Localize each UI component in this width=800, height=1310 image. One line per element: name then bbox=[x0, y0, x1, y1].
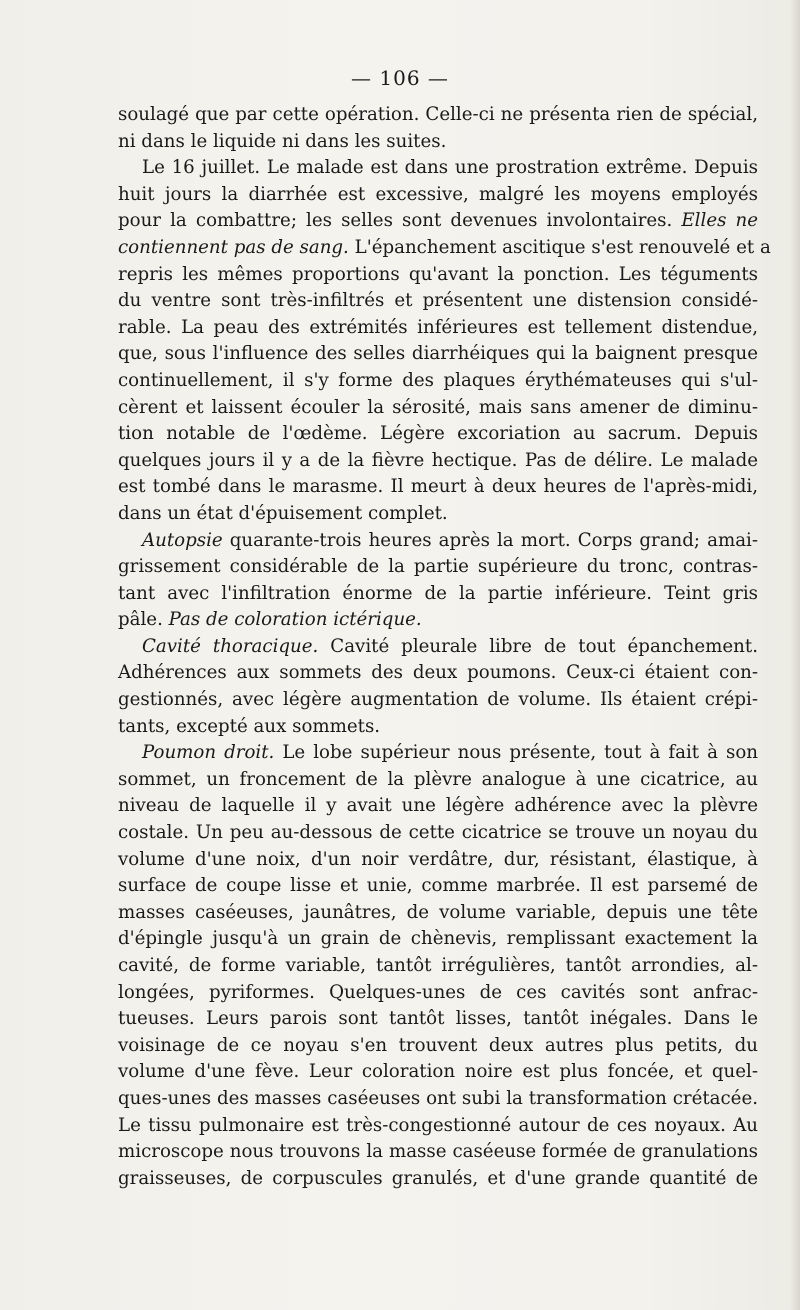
text-segment: niveau de laquelle il y avait une légère adhérence avec la plèvre bbox=[118, 795, 758, 817]
text-line bbox=[118, 395, 758, 422]
text-segment: repris les mêmes proportions qu'avant la ponction. Les téguments bbox=[118, 263, 758, 285]
text-segment: quarante-trois heures après la mort. Corps grand; amai- bbox=[222, 529, 758, 551]
text-segment: cavité, de forme variable, tantôt irrégulières, tantôt arrondies, al- bbox=[118, 955, 758, 976]
text-segment: graisseuses, de corpuscules granulés, et d'une grande quantité de bbox=[118, 1167, 758, 1189]
body-text bbox=[118, 102, 771, 1192]
text-segment: tion notable de l'œdème. Légère excoriation au sacrum. Depuis bbox=[118, 423, 758, 445]
text-segment: pâle. bbox=[118, 609, 169, 631]
text-segment: voisinage de ce noyau s'en trouvent deux autres plus petits, du bbox=[118, 1034, 758, 1056]
text-segment: cèrent et laissent écouler la sérosité, mais sans amener de diminu- bbox=[118, 396, 758, 418]
text-segment: rable. La peau des extrémités inférieures est tellement distendue, bbox=[118, 316, 758, 338]
text-line bbox=[118, 102, 758, 129]
text-line bbox=[118, 1139, 758, 1166]
text-line bbox=[118, 687, 758, 714]
text-line bbox=[118, 847, 758, 874]
text-segment: Le lobe supérieur nous présente, tout à fait à son bbox=[274, 742, 758, 764]
text-segment: masses caséeuses, jaunâtres, de volume variable, depuis une tête bbox=[118, 901, 758, 923]
text-line bbox=[118, 288, 758, 315]
text-segment: grissement considérable de la partie supérieure du tronc, contras- bbox=[118, 556, 758, 578]
text-line bbox=[118, 182, 758, 209]
text-segment: tants, excepté aux sommets. bbox=[118, 715, 381, 737]
text-segment: sommet, un froncement de la plèvre analogue à une cicatrice, au bbox=[118, 768, 758, 790]
text-segment: Le tissu pulmonaire est très-congestionné autour de ces noyaux. Au bbox=[118, 1114, 758, 1136]
text-line bbox=[118, 607, 758, 634]
text-segment: tueuses. Leurs parois sont tantôt lisses, tantôt inégales. Dans le bbox=[118, 1008, 758, 1030]
italic-text: Pas de coloration ictérique. bbox=[168, 609, 422, 631]
text-line bbox=[118, 368, 758, 395]
text-segment: que, sous l'influence des selles diarrhéiques qui la baignent presque bbox=[118, 343, 758, 365]
italic-text: contiennent pas de sang. bbox=[118, 236, 349, 258]
text-segment: continuellement, il s'y forme des plaques érythémateuses qui s'ul- bbox=[118, 369, 758, 391]
italic-text: Cavité thoracique. bbox=[142, 635, 319, 657]
text-line bbox=[118, 714, 758, 741]
text-segment: costale. Un peu au-dessous de cette cicatrice se trouve un noyau du bbox=[118, 822, 758, 844]
text-line bbox=[118, 129, 758, 156]
text-line bbox=[118, 767, 758, 794]
text-segment: du ventre sont très-infiltrés et présentent une distension considé- bbox=[118, 290, 758, 312]
text-segment: huit jours la diarrhée est excessive, malgré les moyens employés bbox=[118, 183, 758, 205]
text-line bbox=[118, 235, 771, 262]
text-segment: Cavité pleurale libre de tout épanchement. bbox=[318, 635, 758, 657]
text-segment: d'épingle jusqu'à un grain de chènevis, remplissant exactement la bbox=[118, 928, 758, 950]
text-segment: tant avec l'infiltration énorme de la partie inférieure. Teint gris bbox=[118, 582, 758, 604]
text-line bbox=[118, 820, 758, 847]
text-segment: soulagé que par cette opération. Celle-ci ne présenta rien de spécial, bbox=[118, 104, 758, 125]
text-line bbox=[118, 900, 758, 927]
text-line bbox=[118, 660, 758, 687]
text-segment: ques-unes des masses caséeuses ont subi la transformation crétacée. bbox=[118, 1087, 758, 1109]
text-line bbox=[118, 448, 758, 475]
text-line bbox=[118, 1006, 758, 1033]
text-segment: quelques jours il y a de la fièvre hectique. Pas de délire. Le malade bbox=[118, 449, 758, 471]
text-segment: pour la combattre; les selles sont devenues involontaires. bbox=[118, 210, 682, 232]
text-segment: volume d'une noix, d'un noir verdâtre, dur, résistant, élastique, à bbox=[118, 848, 758, 870]
text-segment: gestionnés, avec légère augmentation de volume. Ils étaient crépi- bbox=[118, 689, 758, 711]
text-segment: L'épanchement ascitique s'est renouvelé et a bbox=[348, 236, 771, 258]
text-line bbox=[118, 155, 758, 182]
text-line bbox=[118, 740, 758, 767]
text-line bbox=[118, 208, 758, 235]
text-line bbox=[118, 341, 758, 368]
text-line bbox=[118, 1166, 758, 1193]
text-segment: microscope nous trouvons la masse caséeuse formée de granulations bbox=[118, 1141, 758, 1163]
text-line bbox=[118, 1086, 758, 1113]
page-number: — 106 — bbox=[351, 66, 449, 90]
text-line bbox=[118, 1059, 758, 1086]
text-line bbox=[118, 421, 758, 448]
italic-text: Poumon droit. bbox=[142, 742, 275, 764]
text-segment: volume d'une fève. Leur coloration noire est plus foncée, et quel- bbox=[118, 1061, 758, 1083]
text-line bbox=[118, 980, 758, 1007]
text-segment: est tombé dans le marasme. Il meurt à deux heures de l'après-midi, bbox=[118, 476, 758, 498]
italic-text: Autopsie bbox=[142, 529, 223, 551]
text-line bbox=[118, 554, 758, 581]
text-line bbox=[118, 262, 758, 289]
text-segment: longées, pyriformes. Quelques-unes de ces cavités sont anfrac- bbox=[118, 981, 758, 1003]
text-line bbox=[118, 873, 758, 900]
italic-text: Elles ne bbox=[681, 210, 758, 232]
text-line bbox=[118, 1033, 758, 1060]
text-line bbox=[118, 634, 758, 661]
text-line bbox=[118, 1113, 758, 1140]
text-line bbox=[118, 926, 758, 953]
text-segment: surface de coupe lisse et unie, comme marbrée. Il est parsemé de bbox=[118, 875, 758, 897]
text-segment: ni dans le liquide ni dans les suites. bbox=[118, 130, 447, 152]
text-line bbox=[118, 474, 758, 501]
text-line bbox=[118, 953, 758, 980]
text-line bbox=[118, 793, 758, 820]
text-segment: Le 16 juillet. Le malade est dans une prostration extrême. Depuis bbox=[142, 157, 758, 179]
text-segment: dans un état d'épuisement complet. bbox=[118, 502, 448, 524]
text-line bbox=[118, 315, 758, 342]
text-line bbox=[118, 581, 758, 608]
text-line bbox=[118, 501, 758, 528]
page-edge-shadow bbox=[790, 0, 800, 1310]
text-segment: Adhérences aux sommets des deux poumons. Ceux-ci étaient con- bbox=[118, 662, 758, 684]
text-line bbox=[118, 528, 758, 555]
